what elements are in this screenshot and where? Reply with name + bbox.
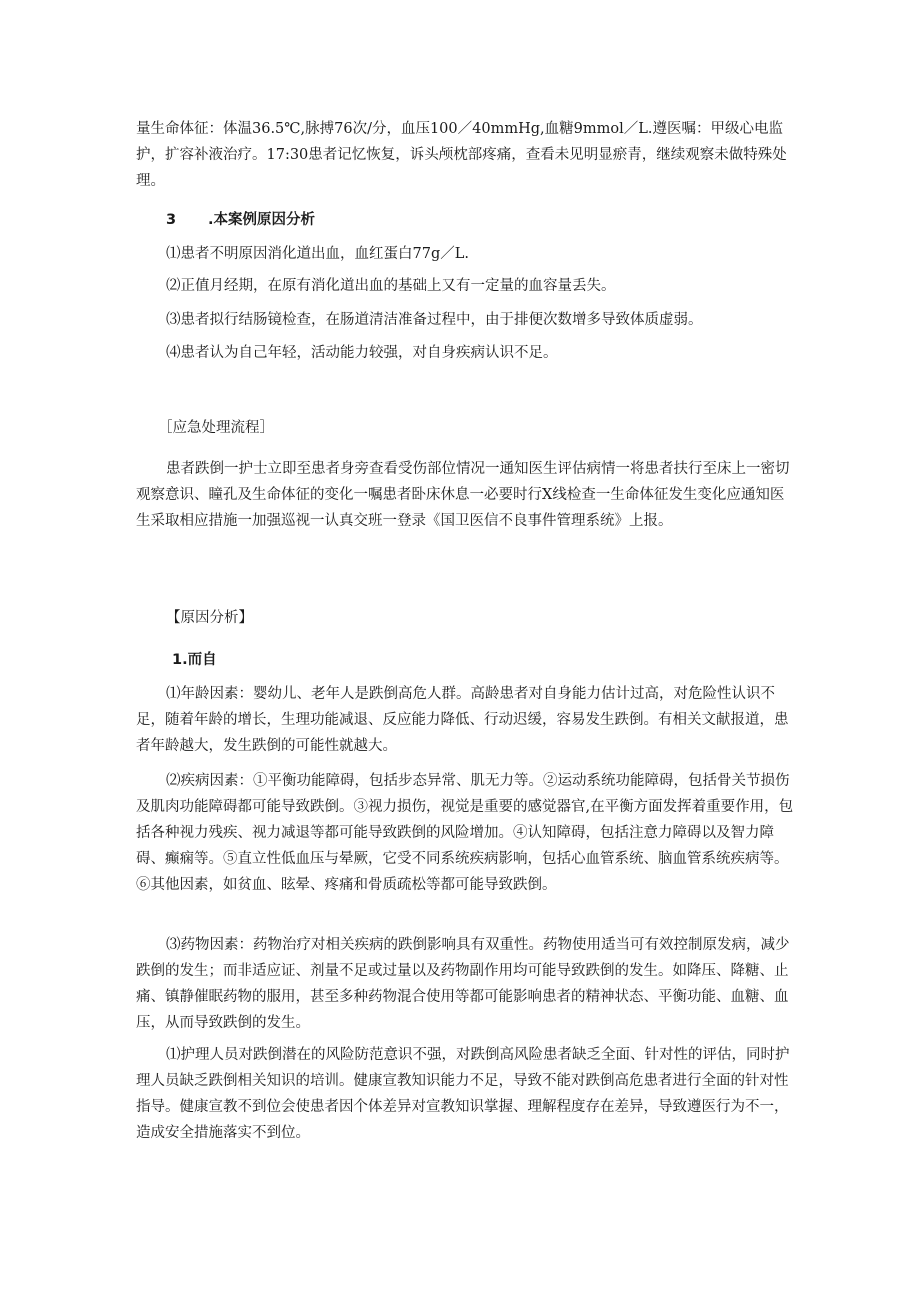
nursing-factor-paragraph: ⑴护理人员对跌倒潜在的风险防范意识不强，对跌倒高风险患者缺乏全面、针对性的评估，同时护理人员缺乏跌倒相关知识的培训。健康宣教知识能力不足，导致不能对跌倒高危患者进行全面的针对性指导。健康宣教不到位会使患者因个体差异对宣教知识掌握、理解程度存在差异，导致遵医行为不一，造成安全措施落实不到位。 [136, 1047, 790, 1141]
cause-analysis-heading: 【原因分析】 [166, 610, 253, 626]
emergency-process-paragraph: 患者跌倒一护士立即至患者身旁查看受伤部位情况一通知医生评估病情一将患者扶行至床上一密切观察意识、瞳孔及生命体征的变化一嘱患者卧床休息一必要时行X线检查一生命体征发生变化应通知医生采取相应措施一加强巡视一认真交班一登录《国卫医信不良事件管理系统》上报。 [136, 461, 790, 529]
case-analysis-heading [166, 207, 315, 233]
drug-factor-paragraph: ⑶药物因素：药物治疗对相关疾病的跌倒影响具有双重性。药物使用适当可有效控制原发病，减少跌倒的发生；而非适应证、剂量不足或过量以及药物副作用均可能导致跌倒的发生。如降压、降糖、止痛、镇静催眠药物的服用，甚至多种药物混合使用等都可能影响患者的精神状态、平衡功能、血糖、血压，从而导致跌倒的发生。 [136, 937, 790, 1031]
cause-subheading: 1.而自 [172, 652, 217, 668]
intro-paragraph: 量生命体征：体温36.5℃,脉搏76次/分，血压100／40mmHg,血糖9mmol／L.遵医嘱：甲级心电监护，扩容补液治疗。17:30患者记忆恢复，诉头颅枕部疼痛，查看未见明显瘀青，继续观察未做特殊处理。 [136, 121, 787, 189]
case-analysis-number: 3 [166, 212, 177, 228]
age-factor-paragraph: ⑴年龄因素：婴幼儿、老年人是跌倒高危人群。高龄患者对自身能力估计过高，对危险性认识不足，随着年龄的增长，生理功能减退、反应能力降低、行动迟缓，容易发生跌倒。有相关文献报道，患者年龄越大，发生跌倒的可能性就越大。 [136, 686, 789, 754]
case-analysis-title: .本案例原因分析 [208, 212, 316, 228]
case-item-4: ⑷患者认为自己年轻，活动能力较强，对自身疾病认识不足。 [166, 345, 558, 361]
case-item-2: ⑵正值月经期，在原有消化道出血的基础上又有一定量的血容量丢失。 [166, 278, 616, 294]
case-item-3: ⑶患者拟行结肠镜检查，在肠道清洁准备过程中，由于排便次数增多导致体质虚弱。 [166, 312, 703, 328]
disease-factor-paragraph: ⑵疾病因素：①平衡功能障碍，包括步态异常、肌无力等。②运动系统功能障碍，包括骨关节损伤及肌肉功能障碍都可能导致跌倒。③视力损伤，视觉是重要的感觉器官,在平衡方面发挥着重要作用，包括各种视力残疾、视力减退等都可能导致跌倒的风险增加。④认知障碍，包括注意力障碍以及智力障碍、癫痫等。⑤直立性低血压与晕厥，它受不同系统疾病影响，包括心血管系统、脑血管系统疾病等。⑥其他因素，如贫血、眩晕、疼痛和骨质疏松等都可能导致跌倒。 [136, 773, 794, 893]
case-item-1: ⑴患者不明原因消化道出血，血红蛋白77g／L. [166, 246, 469, 262]
emergency-heading: ［应急处理流程］ [158, 420, 274, 436]
